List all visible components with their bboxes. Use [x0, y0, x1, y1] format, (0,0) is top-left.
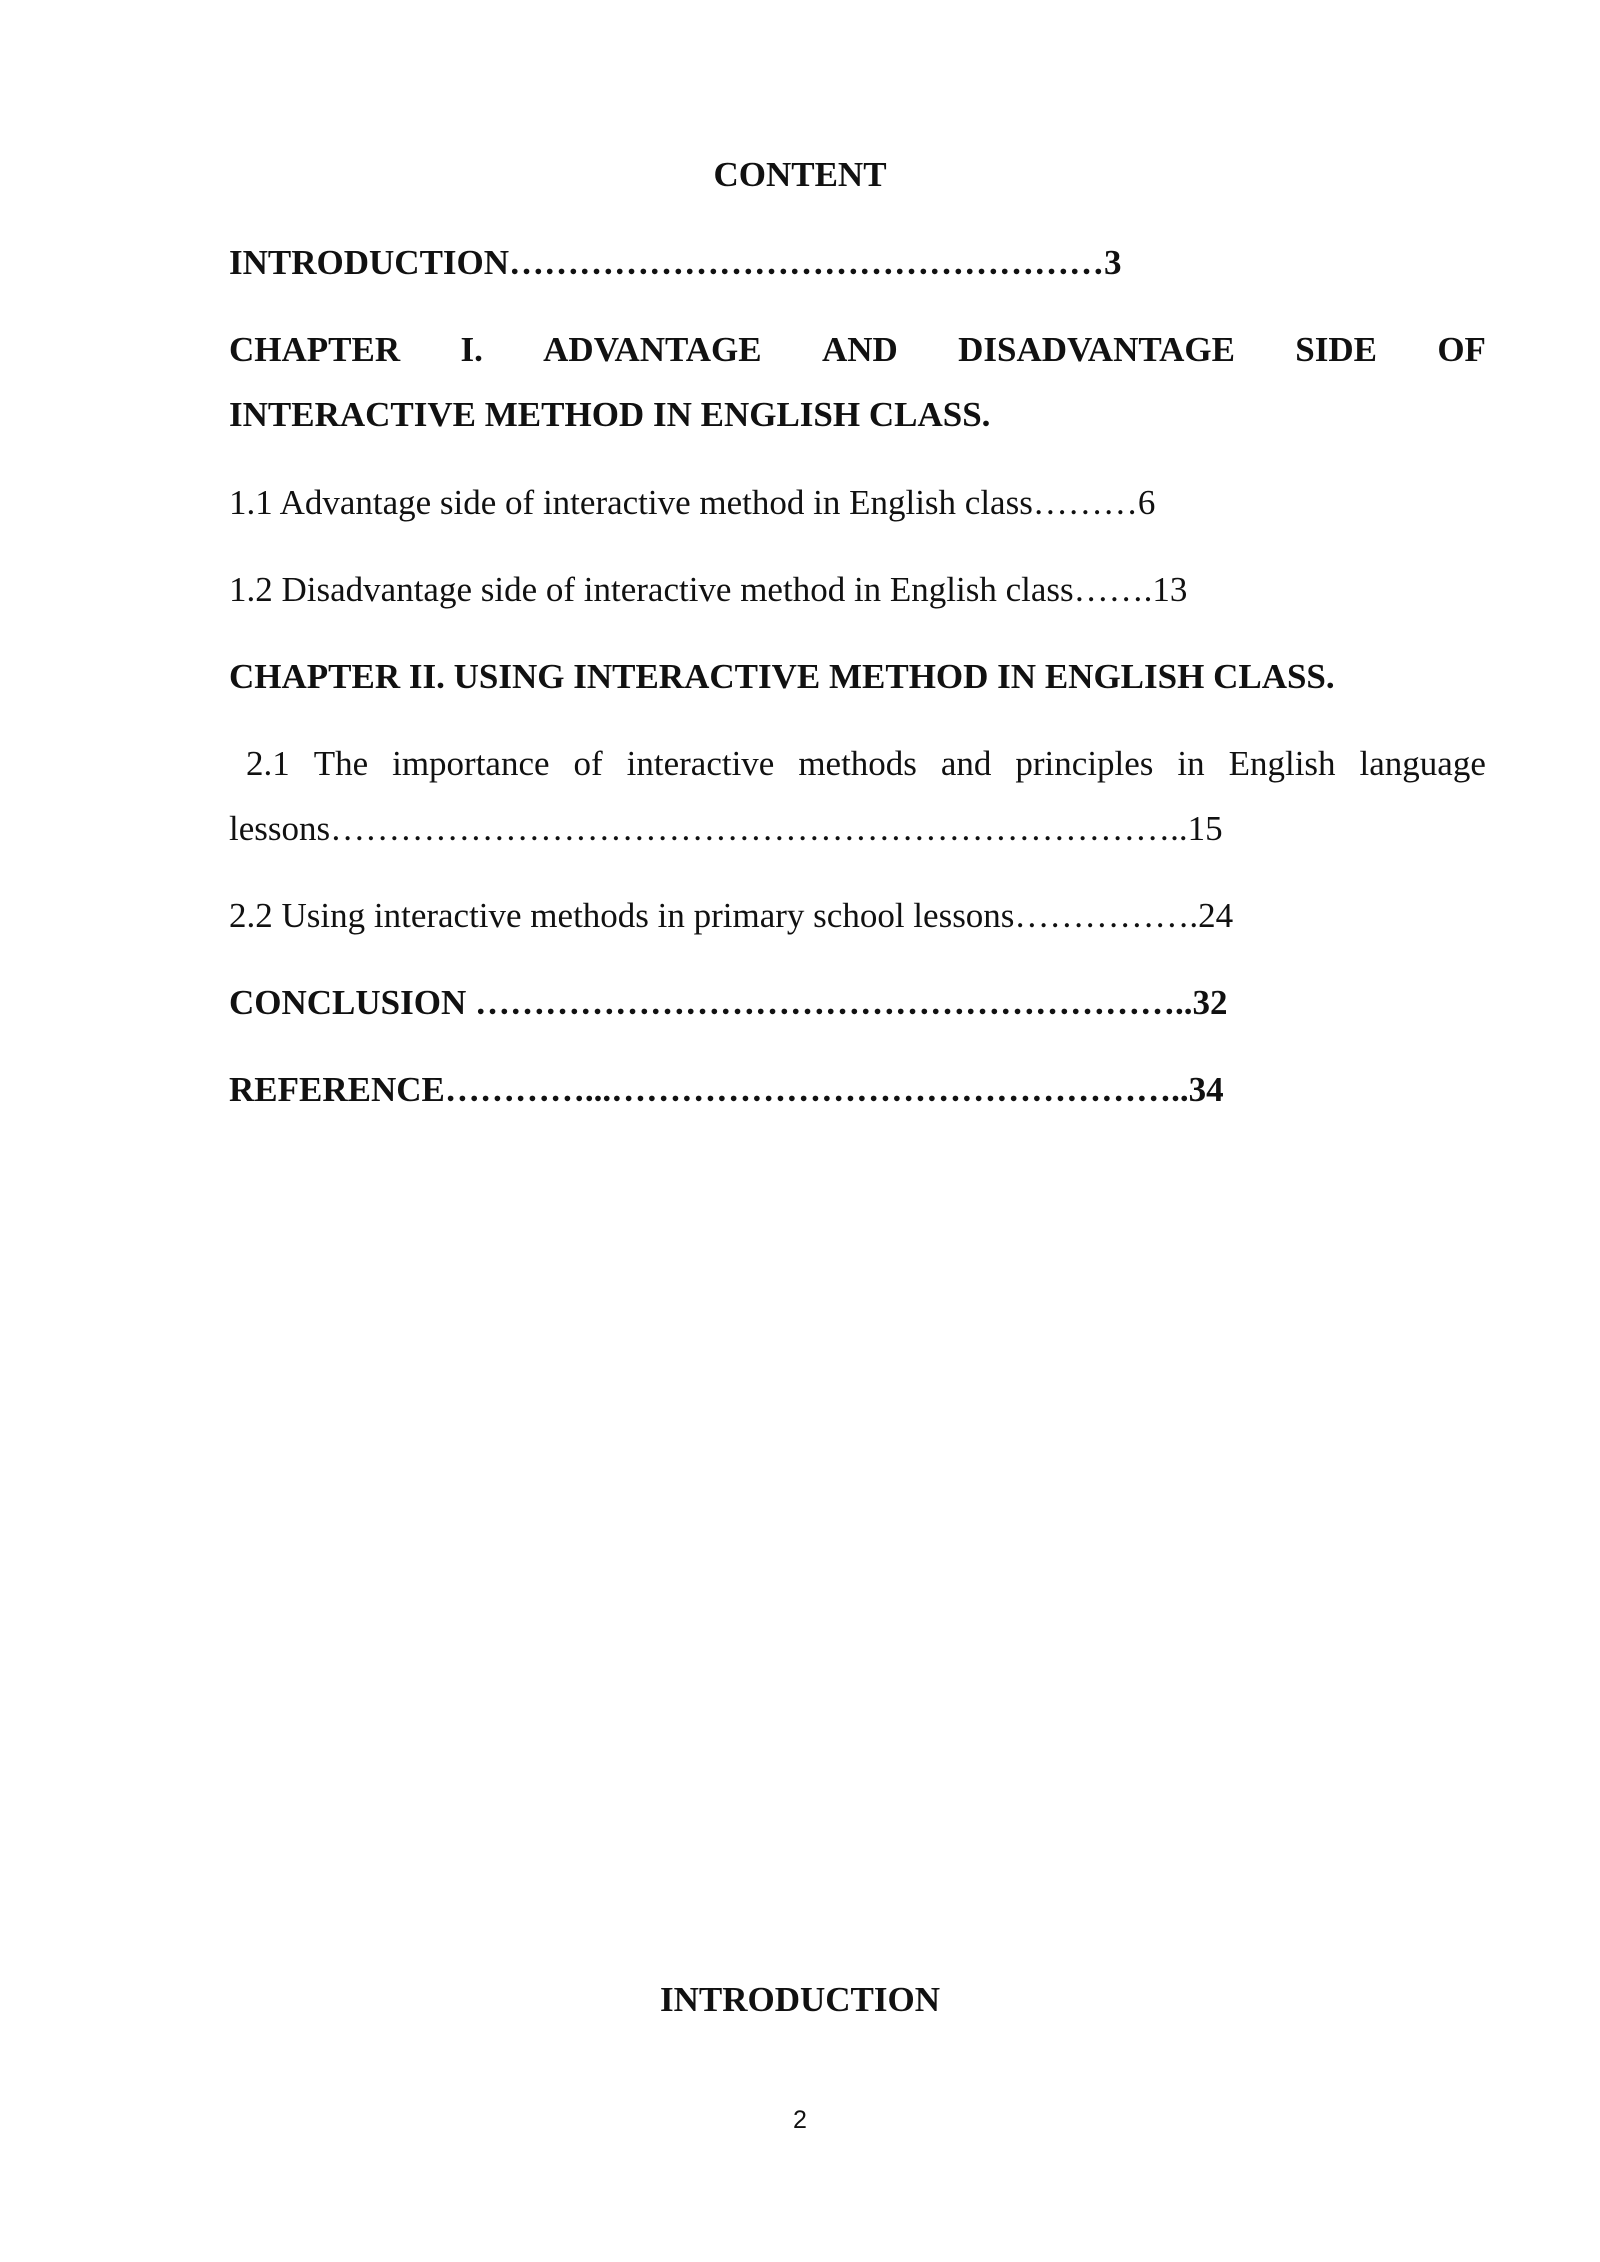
toc-entry-reference: REFERENCE…………...…………………………………………..34 [229, 1070, 1224, 1109]
page-number: 2 [793, 2106, 807, 2134]
toc-word: principles [1015, 744, 1154, 783]
toc-entry-chapter2: CHAPTER II. USING INTERACTIVE METHOD IN ENGLISH CLASS. [229, 657, 1335, 696]
toc-word: English [1228, 744, 1336, 783]
toc-word: language [1359, 744, 1486, 783]
toc-word: and [940, 744, 992, 783]
toc-entry-chapter1-line2: INTERACTIVE METHOD IN ENGLISH CLASS. [229, 395, 991, 434]
toc-word: I. [460, 330, 483, 369]
toc-word: AND [821, 330, 898, 369]
toc-word: OF [1437, 330, 1486, 369]
section-heading-introduction: INTRODUCTION [659, 1980, 941, 2019]
toc-word: in [1177, 744, 1205, 783]
toc-word: methods [798, 744, 917, 783]
toc-word: The [313, 744, 369, 783]
toc-word: 2.1 [246, 744, 290, 783]
toc-entry-2-2: 2.2 Using interactive methods in primary school lessons…………….24 [229, 896, 1234, 935]
toc-word: interactive [626, 744, 775, 783]
toc-entry-1-2: 1.2 Disadvantage side of interactive method in English class…….13 [229, 570, 1188, 609]
toc-entry-2-1-line2: lessons………………………………………………………………..15 [229, 809, 1223, 848]
toc-word: of [573, 744, 603, 783]
toc-entry-conclusion: CONCLUSION ……………………………………………………..32 [229, 983, 1228, 1022]
toc-word: ADVANTAGE [543, 330, 762, 369]
toc-entry-introduction: INTRODUCTION……………………………………………3 [229, 243, 1122, 282]
toc-word: DISADVANTAGE [958, 330, 1235, 369]
toc-word: CHAPTER [229, 330, 401, 369]
toc-word: SIDE [1295, 330, 1377, 369]
toc-word: importance [392, 744, 550, 783]
toc-heading: CONTENT [713, 155, 887, 194]
toc-entry-chapter1-line1 [229, 332, 1486, 367]
toc-entry-2-1-line1 [246, 746, 1486, 781]
toc-entry-1-1: 1.1 Advantage side of interactive method in English class………6 [229, 483, 1156, 522]
